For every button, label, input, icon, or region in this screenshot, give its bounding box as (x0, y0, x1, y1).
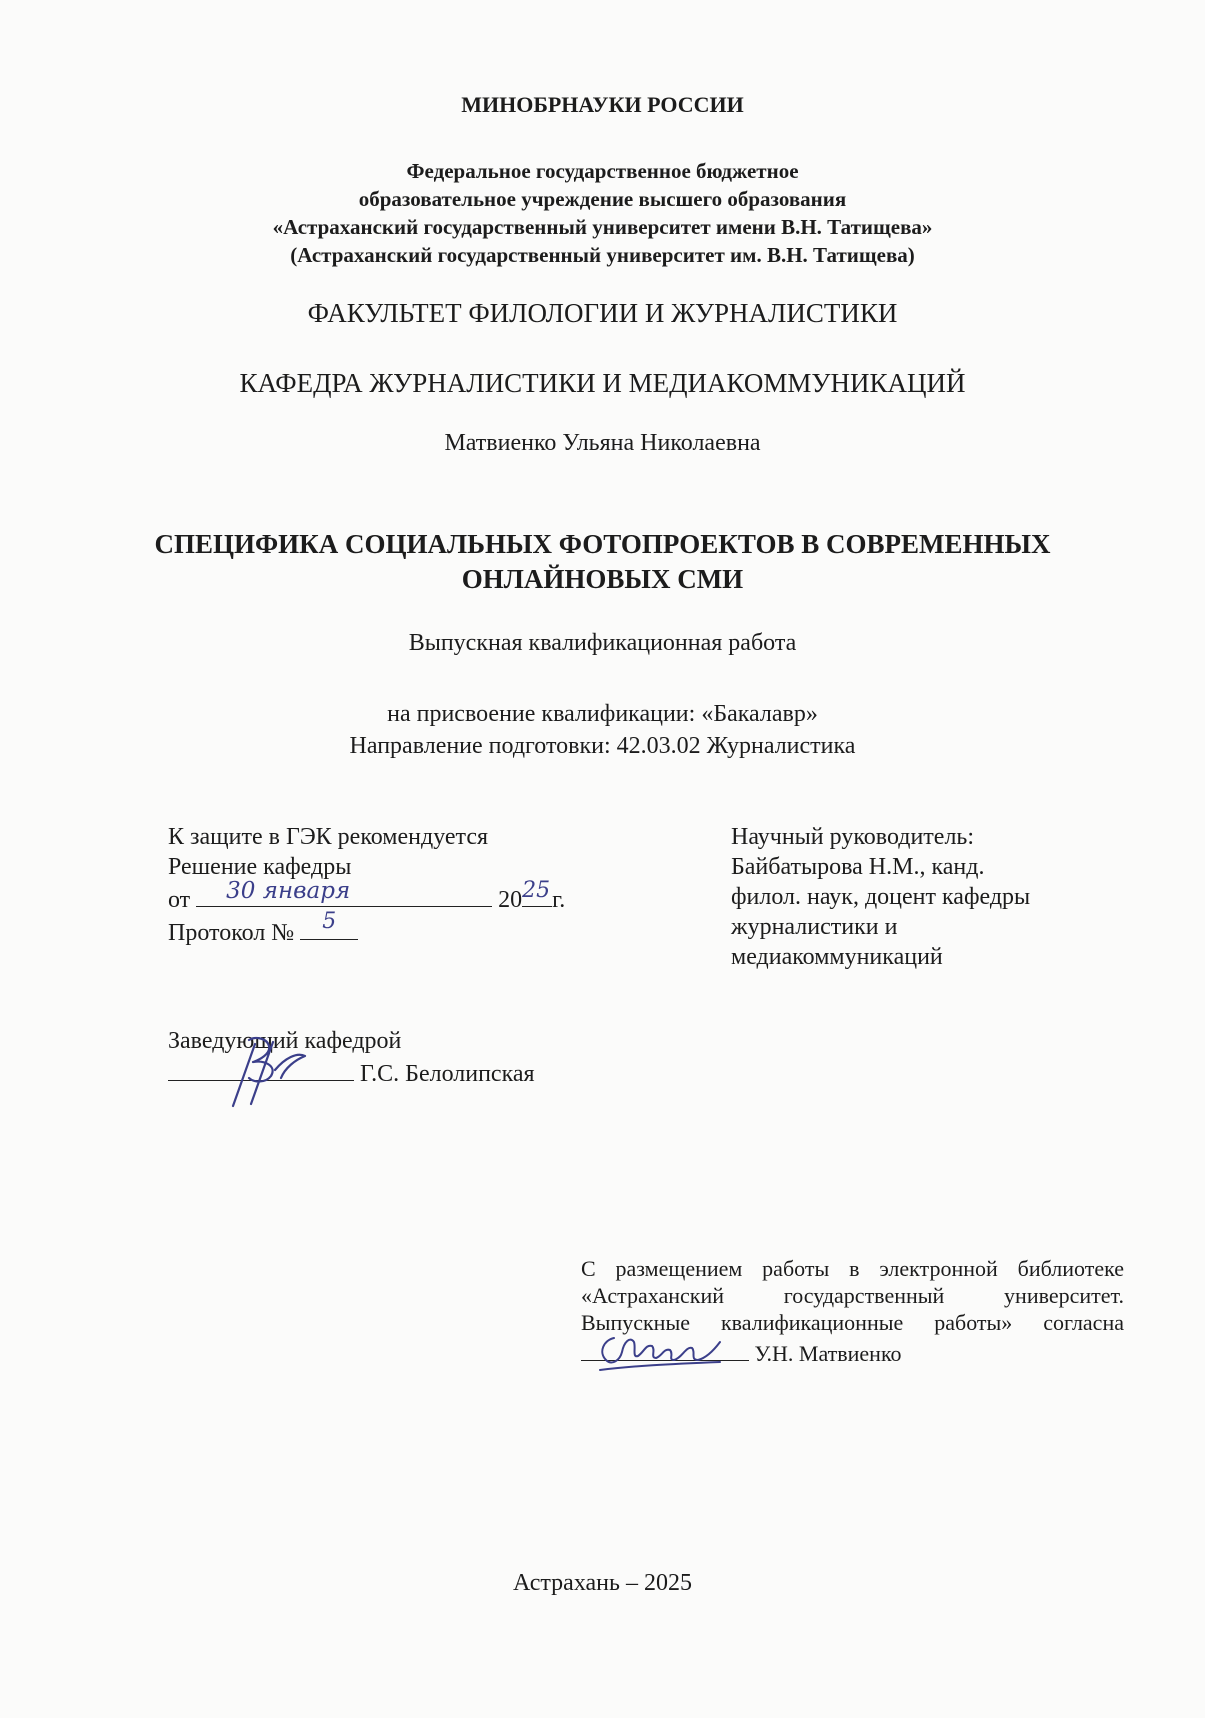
institution-line: (Астраханский государственный университет им. В.Н. Татищева) (290, 243, 915, 267)
faculty-heading: ФАКУЛЬТЕТ ФИЛОЛОГИИ И ЖУРНАЛИСТИКИ (307, 298, 898, 328)
supervisor-block (731, 822, 1030, 972)
head-label: Заведующий кафедрой (168, 1028, 402, 1054)
student-signature-icon (590, 1322, 740, 1382)
supervisor-line: журналистики и (731, 914, 898, 940)
protocol-blank (300, 909, 358, 940)
author-name: Матвиенко Ульяна Николаевна (444, 430, 761, 456)
decision-line: Решение кафедры (168, 854, 352, 880)
city-year: Астрахань – 2025 (513, 1570, 692, 1596)
handwritten-protocol-number: 5 (322, 909, 337, 934)
decision-date-line (168, 878, 566, 915)
institution-name (0, 157, 1205, 269)
consent-name: У.Н. Матвиенко (754, 1341, 902, 1366)
specialty-line: Направление подготовки: 42.03.02 Журналистика (349, 733, 856, 759)
defense-recommendation (168, 822, 565, 948)
consent-line: С размещением работы в электронной библиотеке (581, 1256, 1124, 1281)
date-blank (196, 878, 492, 907)
head-signature-icon (215, 1030, 325, 1110)
year-prefix: 20 (498, 887, 523, 913)
defense-line: К защите в ГЭК рекомендуется (168, 824, 489, 850)
supervisor-line: филол. наук, доцент кафедры (731, 884, 1031, 910)
qualification-block (0, 698, 1205, 762)
handwritten-date: 30 января (226, 878, 351, 904)
institution-line: образовательное учреждение высшего образования (358, 187, 847, 211)
thesis-title-line: СПЕЦИФИКА СОЦИАЛЬНЫХ ФОТОПРОЕКТОВ В СОВРЕМЕННЫХ (154, 529, 1051, 559)
consent-line: Выпускные квалификационные работы» согласна (581, 1310, 1124, 1335)
thesis-title-line: ОНЛАЙНОВЫХ СМИ (461, 564, 744, 594)
work-type: Выпускная квалификационная работа (408, 630, 797, 656)
institution-line: Федеральное государственное бюджетное (406, 159, 799, 183)
supervisor-line: Научный руководитель: (731, 824, 975, 850)
year-suffix: г. (552, 887, 566, 913)
head-name: Г.С. Белолипская (360, 1061, 535, 1087)
supervisor-line: медиакоммуникаций (731, 944, 943, 970)
department-heading: КАФЕДРА ЖУРНАЛИСТИКИ И МЕДИАКОММУНИКАЦИЙ (239, 368, 966, 398)
year-blank (522, 878, 552, 907)
qualification-line: на присвоение квалификации: «Бакалавр» (387, 701, 818, 727)
date-prefix: от (168, 887, 191, 913)
thesis-title (0, 527, 1205, 597)
ministry-heading: МИНОБРНАУКИ РОССИИ (461, 92, 744, 117)
supervisor-line: Байбатырова Н.М., канд. (731, 854, 985, 880)
consent-line: «Астраханский государственный университет. (581, 1283, 1124, 1308)
handwritten-year: 25 (522, 878, 551, 903)
protocol-label: Протокол № (168, 920, 295, 946)
institution-line: «Астраханский государственный университет имени В.Н. Татищева» (272, 215, 933, 239)
protocol-line (168, 909, 565, 948)
